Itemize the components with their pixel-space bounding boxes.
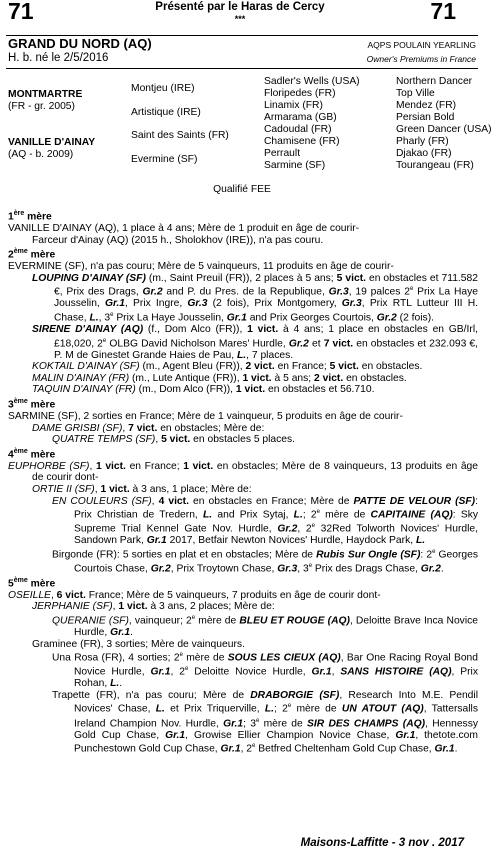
section-title-1: 1ère mère <box>8 210 52 223</box>
presented-by: Présenté par le Haras de Cercy <box>155 1 325 13</box>
entry-taquin: TAQUIN D'AINAY (FR) (m., Dom Alco (FR)), 1 vict. en obstacles et 56.710. <box>32 384 375 396</box>
entry-graminee: Graminee (FR), 3 sorties; Mère de vainqueurs. <box>32 638 245 650</box>
mere1-text: VANILLE D'AINAY (AQ), 1 place à 4 ans; Mère de 1 produit en âge de courir- <box>8 223 360 235</box>
grandsire-1: Montjeu (IRE) <box>131 83 195 94</box>
gg-2: Floripedes (FR) <box>264 88 336 99</box>
entry-queranie: QUERANIE (SF), vainqueur; 2e mère de BLEU ET ROUGE (AQ), Deloitte Brave Inca Novice Hurdle, Gr.1. <box>52 615 478 639</box>
horse-header <box>6 35 478 69</box>
section-title-4: 4ème mère <box>8 447 56 461</box>
entry-quatre: QUATRE TEMPS (SF), 5 vict. en obstacles 5 places. <box>52 434 296 446</box>
entry-trapette: Trapette (FR), n'a pas couru; Mère de DRABORGIE (SF), Research Into M.E. Pendil Novices' Chase, L. et Prix Triquerville, L.; 2e mère de UN ATOUT (AQ), Tattersalls Ireland Champion Nov. Hurdle, Gr.1; 3e mère de SIR DES CHAMPS (AQ), Hennessy Gold Cup Chase, Gr.1, Growise Ellier Champion Novice Chase, Gr.1, thetote.com Punchestown Gold Cup Chase, Gr.1, 2e Betfred Cheltenham Gold Cup Chase, Gr.1. <box>52 689 479 755</box>
mere1-child: Farceur d'Ainay (AQ) (2015 h., Sholokhov (IRE)), n'a pas couru. <box>32 234 324 246</box>
pedigree <box>0 72 500 195</box>
granddam-2: Evermine (SF) <box>131 154 198 165</box>
catalogue-text <box>8 208 478 755</box>
entry-louping: LOUPING D'AINAY (SF) (m., Saint Preuil (FR)), 2 places à 5 ans; 5 vict. en obstacles et 711.582 €, Prix des Drags, Gr.2 and P. du Pres. de la Republique, Gr.3, 19 palces 2e Prix La Haye Jousselin, Gr.1, Prix Ingre, Gr.3 (2 fois), Prix Montgomery, Gr.3, Prix RTL Lutteur III H. Chase, L., 3e Prix La Haye Jousselin, Gr.1 and Prix Georges Courtois, Gr.2 (2 fois). <box>32 272 478 324</box>
entry-en-couleurs: EN COULEURS (SF), 4 vict. en obstacles en France; Mère de PATTE DE VELOUR (SF): Prix Christian de Tredern, L. and Prix Sytaj, L.; 2e mère de CAPITAINE (AQ): Sky Supreme Trial Kennel Gate Nov. Hurdle, Gr.2, 2e 32Red Tolworth Novices' Hurdle, Sandown Park, Gr.1 2017, Betfair Newton Novices' Hurdle, Haydock Park, L. <box>52 495 479 547</box>
entry-euphorbe: EUPHORBE (SF), 1 vict. en France; 1 vict. en obstacles; Mère de 8 vainqueurs, 13 produits en âge de courir dont- <box>8 460 478 484</box>
gg-7: Perrault <box>264 148 301 159</box>
entry-ortie: ORTIE II (SF), 1 vict. à 3 ans, 1 place; Mère de: <box>32 484 252 496</box>
ggg-6: Pharly (FR) <box>396 136 449 147</box>
horse-desc: H. b. né le 2/5/2016 <box>8 52 109 64</box>
gg-1: Sadler's Wells (USA) <box>264 76 360 87</box>
ggg-1: Northern Dancer <box>396 76 473 87</box>
lot-number-left: 71 <box>8 0 34 24</box>
horse-name: GRAND DU NORD (AQ) <box>8 36 152 51</box>
mere3-intro: SARMINE (SF), 2 sorties en France; Mère de 1 vainqueur, 5 produits en âge de courir- <box>8 411 403 423</box>
sire-name: MONTMARTRE <box>8 89 83 100</box>
dam-info: (AQ - b. 2009) <box>8 149 74 160</box>
entry-dame: DAME GRISBI (SF), 7 vict. en obstacles; Mère de: <box>32 422 265 434</box>
dam-name: VANILLE D'AINAY <box>8 137 96 148</box>
section-title-5: 5ème mère <box>8 576 56 590</box>
stars: *** <box>234 14 246 24</box>
granddam-1: Artistique (IRE) <box>131 107 201 118</box>
gg-4: Armarama (GB) <box>264 112 337 123</box>
entry-oseille: OSEILLE, 6 vict. France; Mère de 5 vainqueurs, 7 produits en âge de courir dont- <box>8 589 381 601</box>
gg-5: Cadoudal (FR) <box>264 124 332 135</box>
qualifie: Qualifié FEE <box>213 184 271 195</box>
entry-koktail: KOKTAIL D'AINAY (SF) (m., Agent Bleu (FR)), 2 vict. en France; 5 vict. en obstacles. <box>32 361 423 373</box>
horse-tag-1: AQPS POULAIN YEARLING <box>367 40 476 50</box>
sire-info: (FR - gr. 2005) <box>8 101 75 112</box>
entry-jerphanie: JERPHANIE (SF), 1 vict. à 3 ans, 2 places; Mère de: <box>32 601 275 613</box>
entry-una-rosa: Una Rosa (FR), 4 sorties; 2e mère de SOUS LES CIEUX (AQ), Bar One Racing Royal Bond Novice Hurdle, Gr.1, 2e Deloitte Novice Hurdle, Gr.1, SANS HISTOIRE (AQ), Prix Rohan, L.. <box>52 652 479 690</box>
footer: Maisons-Laffitte - 3 nov . 2017 <box>300 837 464 849</box>
ggg-3: Mendez (FR) <box>396 100 457 111</box>
horse-tag-2: Owner's Premiums in France <box>366 54 476 64</box>
section-title-3: 3ème mère <box>8 398 56 411</box>
entry-birgonde: Birgonde (FR): 5 sorties en plat et en obstacles; Mère de Rubis Sur Ongle (SF): 2e Georges Courtois Chase, Gr.2, Prix Troytown Chase, Gr.3, 3e Prix des Drags Chase, Gr.2. <box>52 548 478 575</box>
entry-malin: MALIN D'AINAY (FR) (m., Lute Antique (FR)), 1 vict. à 5 ans; 2 vict. en obstacles. <box>32 372 407 384</box>
ggg-4: Persian Bold <box>396 112 455 123</box>
entry-sirene: SIRENE D'AINAY (AQ) (f., Dom Alco (FR)), 1 vict. à 4 ans; 1 place en obstacles en GB/Irl, £18,020, 2e OLBG David Nicholson Mares' Hurdle, Gr.2 et 7 vict. en obstacles et 232.093 €, P. M de Ginestet Grande Haies de Pau, L., 7 places. <box>32 324 479 361</box>
ggg-2: Top Ville <box>396 88 435 99</box>
ggg-5: Green Dancer (USA) <box>396 124 492 135</box>
mere2-intro: EVERMINE (SF), n'a pas couru; Mère de 5 vainqueurs, 11 produits en âge de courir- <box>8 261 394 273</box>
section-title-2: 2ème mère <box>8 248 56 261</box>
gg-6: Chamisene (FR) <box>264 136 340 147</box>
gg-3: Linamix (FR) <box>264 100 323 111</box>
ggg-8: Tourangeau (FR) <box>396 160 474 171</box>
ggg-7: Djakao (FR) <box>396 148 452 159</box>
gg-8: Sarmine (SF) <box>264 160 326 171</box>
lot-number-right: 71 <box>430 0 456 24</box>
grandsire-2: Saint des Saints (FR) <box>131 130 229 141</box>
